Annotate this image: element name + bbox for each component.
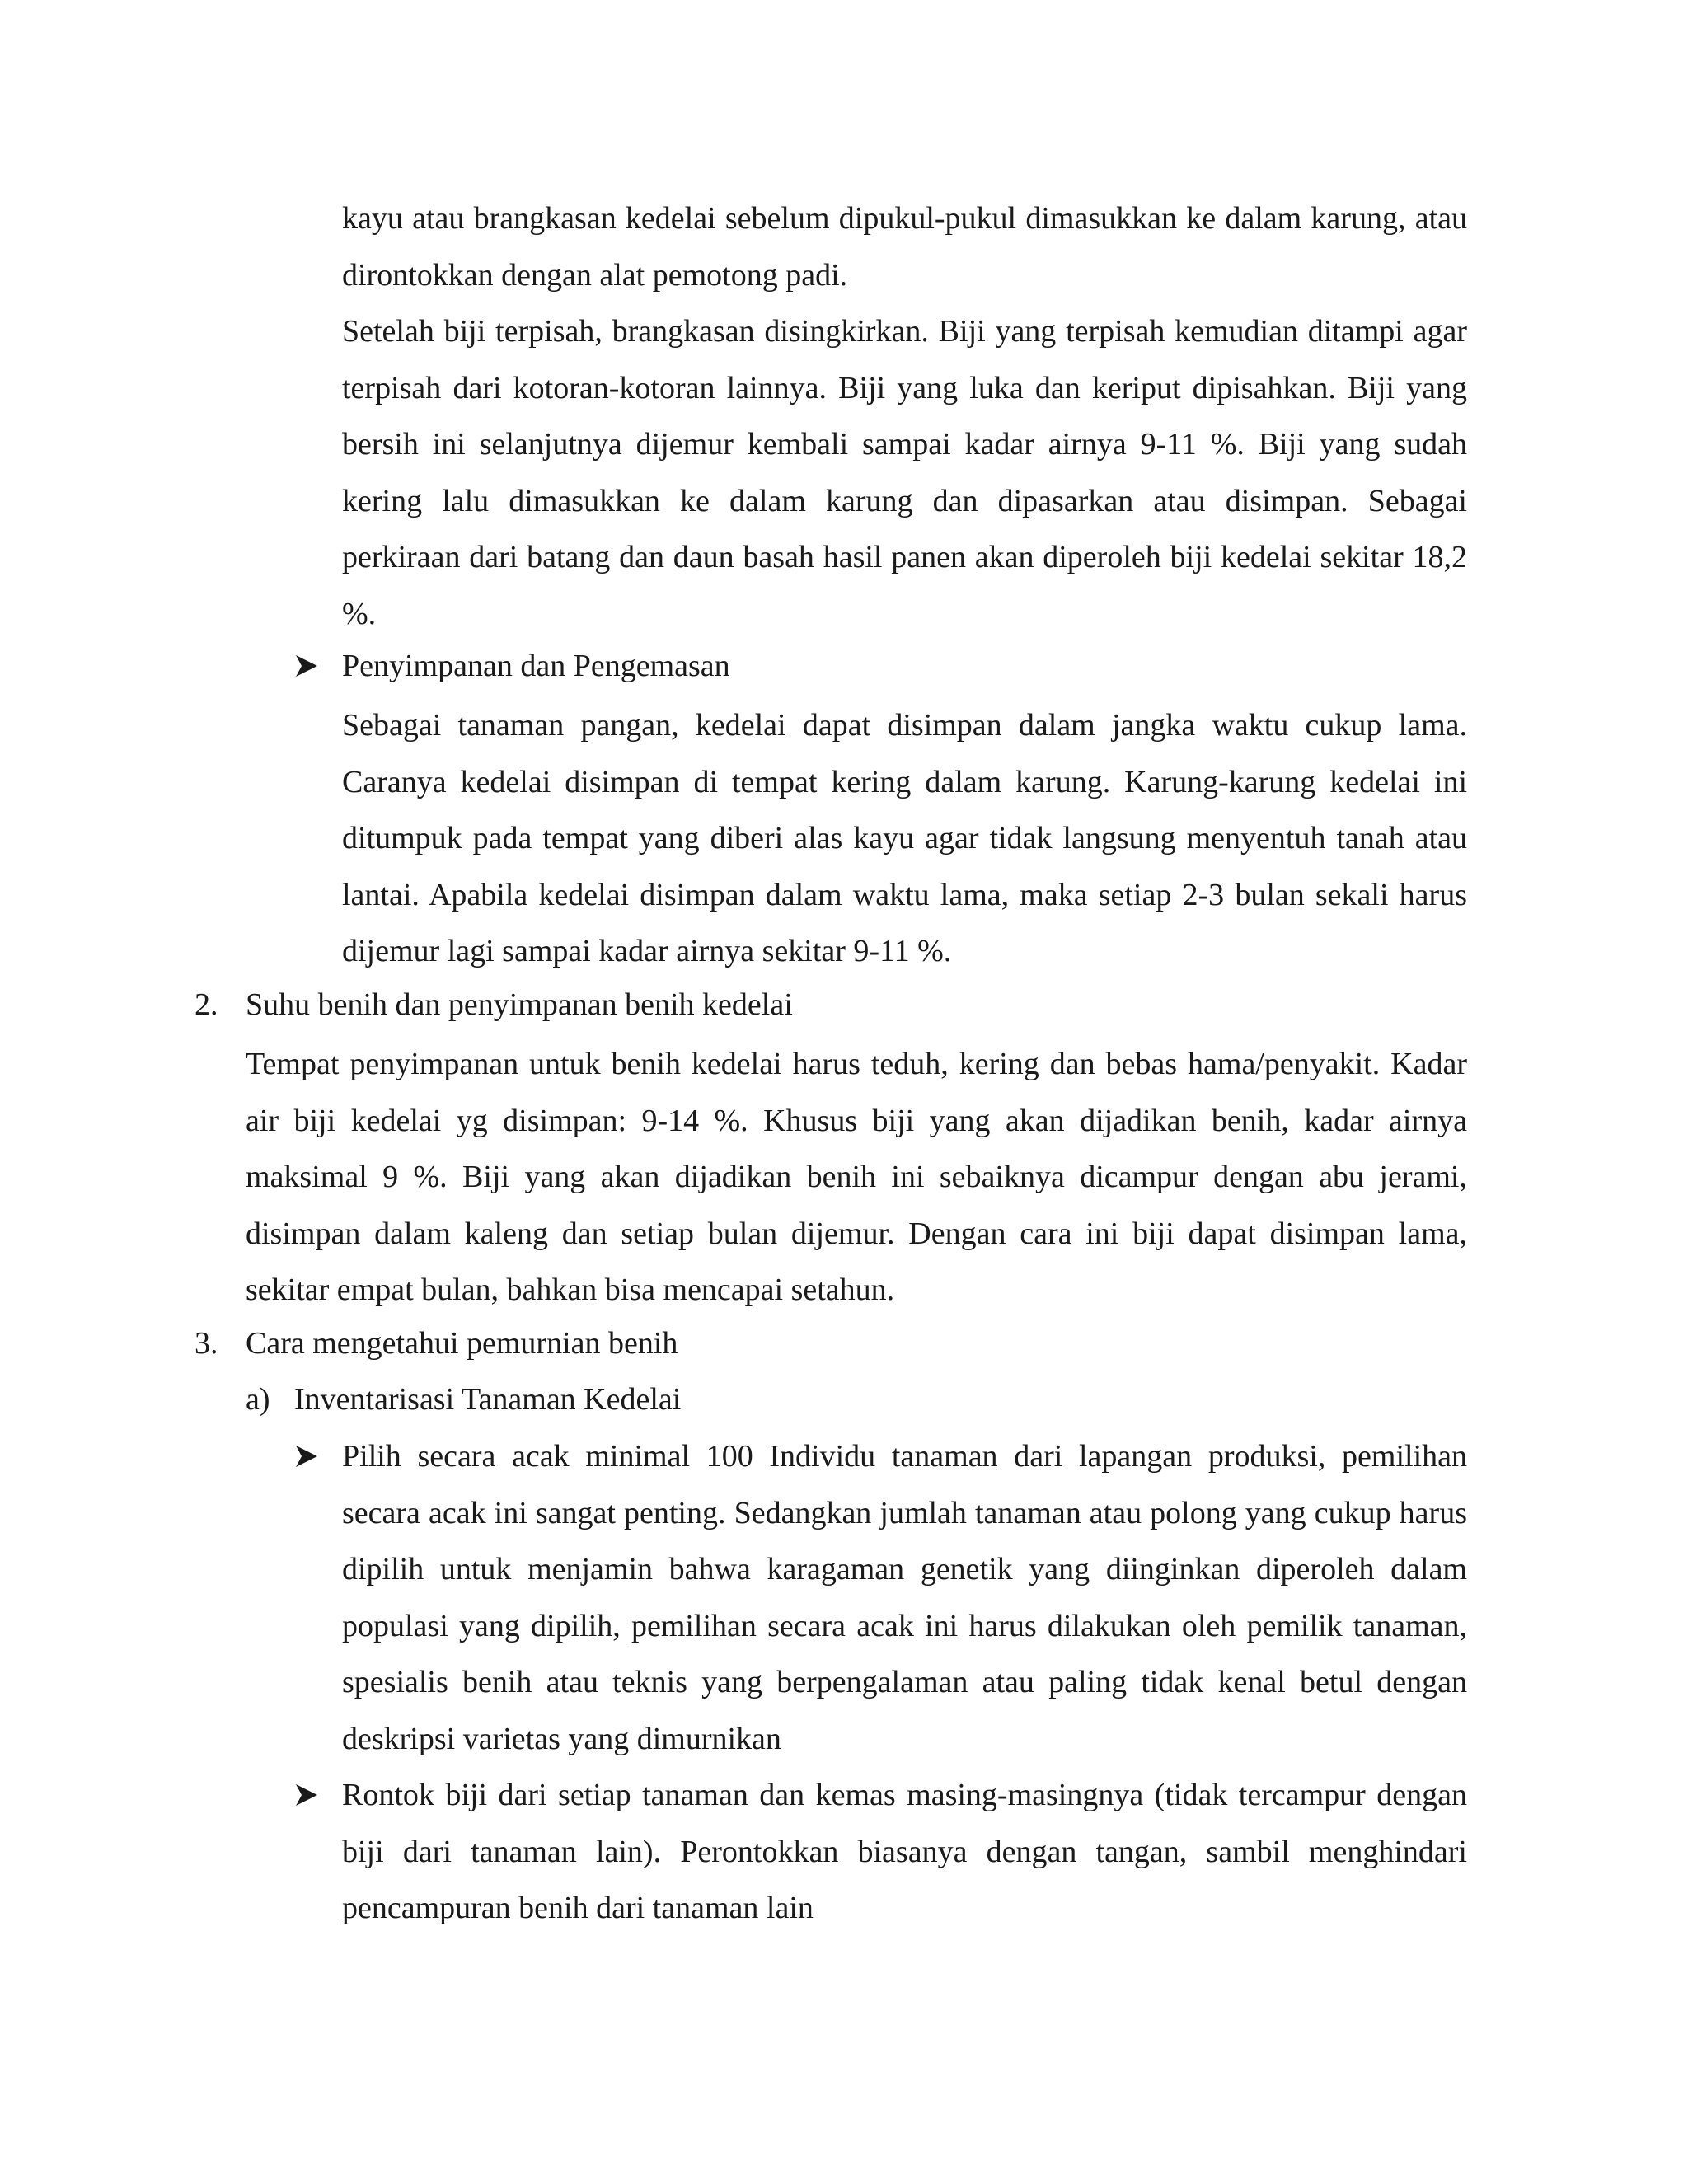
paragraph-threshing-continued: kayu atau brangkasan kedelai sebelum dipukul-pukul dimasukkan ke dalam karung, atau dirontokkan dengan alat pemotong padi. <box>342 201 1467 293</box>
bullet-title-storage: Penyimpanan dan Pengemasan <box>342 649 730 683</box>
subsection-a-title: Inventarisasi Tanaman Kedelai <box>294 1382 682 1417</box>
arrowhead-bullet-icon <box>294 1444 319 1469</box>
section-2-title: Suhu benih dan penyimpanan benih kedelai <box>246 987 793 1022</box>
section-3-title: Cara mengetahui pemurnian benih <box>246 1326 678 1361</box>
paragraph-seed-cleaning: Setelah biji terpisah, brangkasan disingkirkan. Biji yang terpisah kemudian ditampi agar terpisah dari kotoran-kotoran lainnya. Biji yang luka dan keriput dipisahkan. Biji yang bersih ini selanjutnya dijemur kembali sampai kadar airnya 9-11 %. Biji yang sudah kering lalu dimasukkan ke dalam karung dan dipasarkan atau disimpan. Sebagai perkiraan dari batang dan daun basah hasil panen akan diperoleh biji kedelai sekitar 18,2 %. <box>342 314 1467 631</box>
arrowhead-bullet-icon <box>294 654 319 678</box>
subsection-a-marker: a) <box>246 1382 270 1417</box>
paragraph-storage-body: Sebagai tanaman pangan, kedelai dapat disimpan dalam jangka waktu cukup lama. Caranya kedelai disimpan di tempat kering dalam karung. Karung-karung kedelai ini ditumpuk pada tempat yang diberi alas kayu agar tidak langsung menyentuh tanah atau lantai. Apabila kedelai disimpan dalam waktu lama, maka setiap 2-3 bulan sekali harus dijemur lagi sampai kadar airnya sekitar 9-11 %. <box>342 708 1467 968</box>
section-2-number: 2. <box>195 987 218 1022</box>
section-2-body: Tempat penyimpanan untuk benih kedelai harus teduh, kering dan bebas hama/penyakit. Kadar air biji kedelai yg disimpan: 9-14 %. Khusus biji yang akan dijadikan benih, kadar airnya maksimal 9 %. Biji yang akan dijadikan benih ini sebaiknya dicampur dengan abu jerami, disimpan dalam kaleng dan setiap bulan dijemur. Dengan cara ini biji dapat disimpan lama, sekitar empat bulan, bahkan bisa mencapai setahun. <box>246 1047 1467 1307</box>
section-3-number: 3. <box>195 1326 218 1361</box>
arrowhead-bullet-icon <box>294 1783 319 1807</box>
bullet-random-selection: Pilih secara acak minimal 100 Individu tanaman dari lapangan produksi, pemilihan secara acak ini sangat penting. Sedangkan jumlah tanaman atau polong yang cukup harus dipilih untuk menjamin bahwa karagaman genetik yang diinginkan diperoleh dalam populasi yang dipilih, pemilihan secara acak ini harus dilakukan oleh pemilik tanaman, spesialis benih atau teknis yang berpengalaman atau paling tidak kenal betul dengan deskripsi varietas yang dimurnikan <box>342 1439 1467 1756</box>
bullet-threshing-individual: Rontok biji dari setiap tanaman dan kemas masing-masingnya (tidak tercampur dengan biji dari tanaman lain). Perontokkan biasanya dengan tangan, sambil menghindari pencampuran benih dari tanaman lain <box>342 1778 1467 1925</box>
